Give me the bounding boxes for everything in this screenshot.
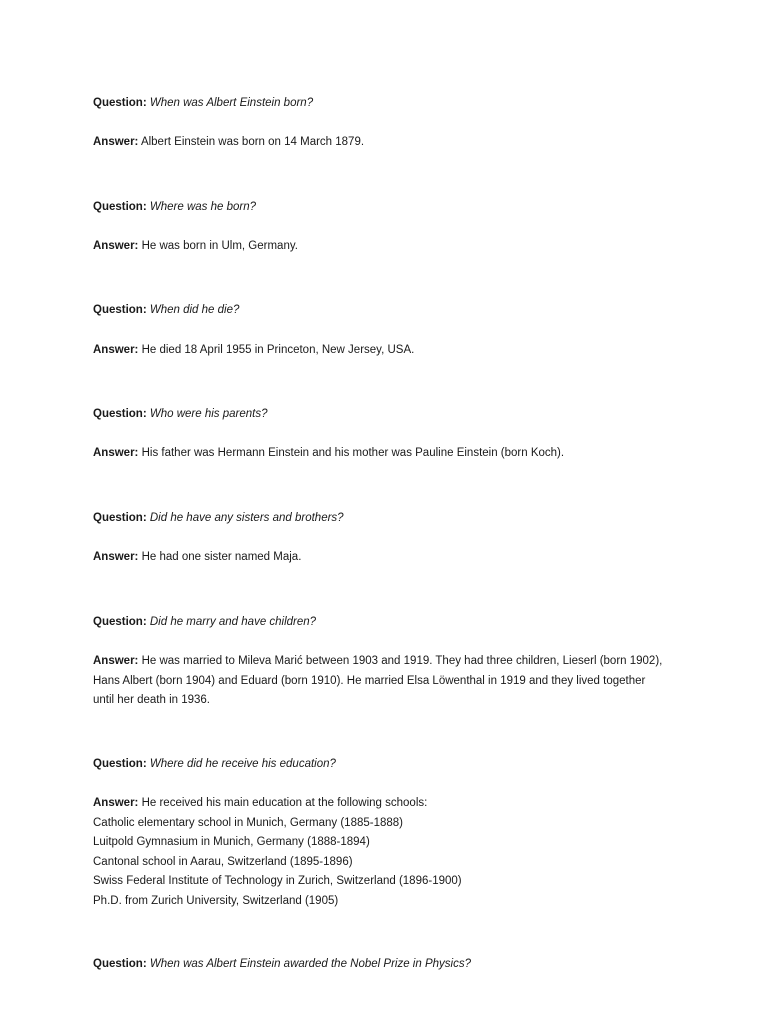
answer-line <box>93 237 298 257</box>
question-label: Question: <box>93 958 147 970</box>
question-text: Where was he born? <box>149 201 256 213</box>
question-line <box>93 509 344 529</box>
school-list-item: Cantonal school in Aarau, Switzerland (1895-1896) <box>93 855 353 868</box>
question-label: Question: <box>93 758 147 770</box>
question-label: Question: <box>93 201 147 213</box>
answer-text: Albert Einstein was born on 14 March 1879. <box>140 136 365 148</box>
question-line <box>93 405 268 425</box>
question-line <box>93 301 239 321</box>
question-line <box>93 755 336 775</box>
answer-text: He had one sister named Maja. <box>141 551 302 563</box>
question-text: Who were his parents? <box>149 408 268 420</box>
answer-label: Answer: <box>93 447 139 459</box>
school-list-item: Catholic elementary school in Munich, Germany (1885-1888) <box>93 816 404 829</box>
question-label: Question: <box>93 304 147 316</box>
question-text: When was Albert Einstein awarded the Nobel Prize in Physics? <box>149 958 471 970</box>
answer-line <box>93 794 693 814</box>
question-text: When did he die? <box>149 304 240 316</box>
school-list-item: Swiss Federal Institute of Technology in Zurich, Switzerland (1896-1900) <box>93 875 462 887</box>
answer-label: Answer: <box>93 797 139 809</box>
question-line <box>93 198 256 218</box>
answer-label: Answer: <box>93 551 139 563</box>
answer-line <box>93 444 564 464</box>
answer-label: Answer: <box>93 655 139 667</box>
question-text: When was Albert Einstein born? <box>149 97 314 109</box>
answer-text: He was born in Ulm, Germany. <box>141 240 298 252</box>
question-line <box>93 613 316 633</box>
school-list-item: Luitpold Gymnasium in Munich, Germany (1888-1894) <box>93 836 370 848</box>
answer-text: He was married to Mileva Marić between 1903 and 1919. They had three children, Lieserl (born 1902), <box>141 655 663 667</box>
answer-text: His father was Hermann Einstein and his mother was Pauline Einstein (born Koch). <box>141 447 565 459</box>
answer-text: Hans Albert (born 1904) and Eduard (born 1910). He married Elsa Löwenthal in 1919 and they lived together <box>93 674 646 687</box>
answer-label: Answer: <box>93 344 139 356</box>
answer-paragraph <box>93 794 693 911</box>
answer-line <box>93 133 364 153</box>
question-line <box>93 955 471 975</box>
question-text: Where did he receive his education? <box>149 758 336 770</box>
answer-text: until her death in 1936. <box>93 694 211 706</box>
school-list-item: Ph.D. from Zurich University, Switzerland (1905) <box>93 894 339 907</box>
question-text: Did he marry and have children? <box>149 616 317 628</box>
question-label: Question: <box>93 616 147 628</box>
question-line <box>93 94 313 114</box>
answer-line <box>93 341 414 361</box>
answer-paragraph <box>93 652 693 711</box>
answer-line <box>93 548 301 568</box>
answer-text: He received his main education at the following schools: <box>141 797 428 809</box>
question-label: Question: <box>93 408 147 420</box>
question-label: Question: <box>93 97 147 109</box>
question-label: Question: <box>93 512 147 524</box>
answer-label: Answer: <box>93 240 139 252</box>
answer-label: Answer: <box>93 136 139 148</box>
answer-text: He died 18 April 1955 in Princeton, New Jersey, USA. <box>141 344 415 356</box>
question-text: Did he have any sisters and brothers? <box>149 512 344 524</box>
answer-line <box>93 652 693 672</box>
